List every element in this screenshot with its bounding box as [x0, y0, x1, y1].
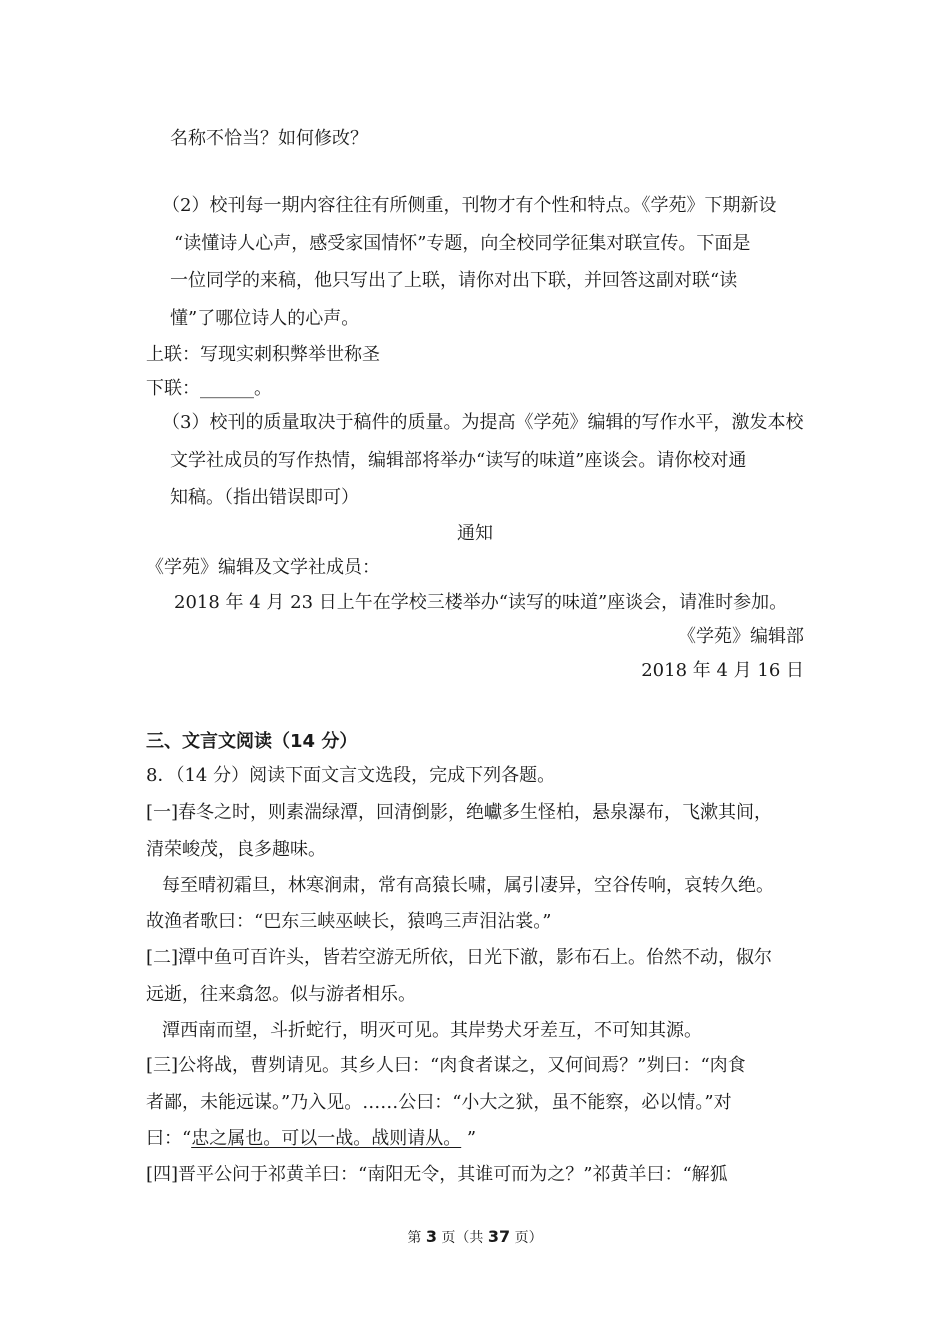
- q2-line4: 懂”了哪位诗人的心声。: [170, 308, 360, 329]
- section-heading: 三、文言文阅读（14 分）: [146, 731, 358, 752]
- q2-line1: （2）校刊每一期内容往往有所侧重，刊物才有个性和特点。《学苑》下期新设: [162, 195, 777, 216]
- q2-line2: “读懂诗人心声，感受家国情怀”专题，向全校同学征集对联宣传。下面是: [174, 233, 751, 254]
- notice-salutation: 《学苑》编辑及文学社成员：: [146, 557, 380, 578]
- notice-date: 2018 年 4 月 16 日: [641, 660, 804, 681]
- passage3-line3-pre: 曰：“: [146, 1128, 192, 1149]
- underlined-sentence: 忠之属也。可以一战。战则请从。: [191, 1128, 462, 1149]
- passage2b-line1: 潭西南而望，斗折蛇行，明灭可见。其岸势犬牙差互，不可知其源。: [162, 1020, 702, 1041]
- footer-mid: 页（共: [436, 1230, 488, 1246]
- notice-signer: 《学苑》编辑部: [678, 626, 804, 647]
- q3-line3: 知稿。（指出错误即可）: [170, 487, 359, 508]
- footer-suffix: 页）: [510, 1230, 543, 1246]
- page-number: 3: [425, 1227, 437, 1246]
- page-footer: [0, 1227, 950, 1248]
- passage2-line1: [二]潭中鱼可百许头，皆若空游无所依，日光下澈，影布石上。佁然不动，俶尔: [146, 947, 773, 968]
- footer-prefix: 第: [407, 1230, 426, 1246]
- passage3-line2: 者鄙，未能远谋。”乃入见。……公曰：“小大之狱，虽不能察，必以情。”对: [146, 1092, 732, 1113]
- notice-title: 通知: [457, 523, 493, 544]
- passage1-line1: [一]春冬之时，则素湍绿潭，回清倒影，绝巘多生怪柏，悬泉瀑布，飞漱其间，: [146, 802, 773, 823]
- lower-couplet: 下联：______。: [146, 378, 272, 399]
- passage2-line2: 远逝，往来翕忽。似与游者相乐。: [146, 984, 416, 1005]
- upper-couplet: 上联：写现实刺积弊举世称圣: [146, 344, 380, 365]
- page-total: 37: [487, 1227, 511, 1246]
- passage1b-line1: 每至晴初霜旦，林寒涧肃，常有高猿长啸，属引凄异，空谷传响，哀转久绝。: [162, 875, 774, 896]
- question-tail: 名称不恰当？如何修改？: [170, 128, 368, 149]
- q3-line2: 文学社成员的写作热情，编辑部将举办“读写的味道”座谈会。请你校对通: [170, 450, 747, 471]
- passage1-line2: 清荣峻茂，良多趣味。: [146, 839, 326, 860]
- q3-line1: （3）校刊的质量取决于稿件的质量。为提高《学苑》编辑的写作水平，激发本校: [162, 412, 804, 433]
- q2-line3: 一位同学的来稿，他只写出了上联，请你对出下联，并回答这副对联“读: [170, 270, 738, 291]
- question-8: 8．（14 分）阅读下面文言文选段，完成下列各题。: [146, 765, 556, 786]
- passage3-line3-post: ”: [461, 1128, 477, 1149]
- passage3-line1: [三]公将战，曹刿请见。其乡人曰：“肉食者谋之，又何间焉？”刿曰：“肉食: [146, 1055, 746, 1076]
- passage3-line3: [146, 1126, 476, 1152]
- passage4-line1: [四]晋平公问于祁黄羊曰：“南阳无令，其谁可而为之？”祁黄羊曰：“解狐: [146, 1164, 728, 1185]
- notice-body: 2018 年 4 月 23 日上午在学校三楼举办“读写的味道”座谈会，请准时参加。: [174, 592, 788, 613]
- passage1b-line2: 故渔者歌曰：“巴东三峡巫峡长，猿鸣三声泪沾裳。”: [146, 911, 552, 932]
